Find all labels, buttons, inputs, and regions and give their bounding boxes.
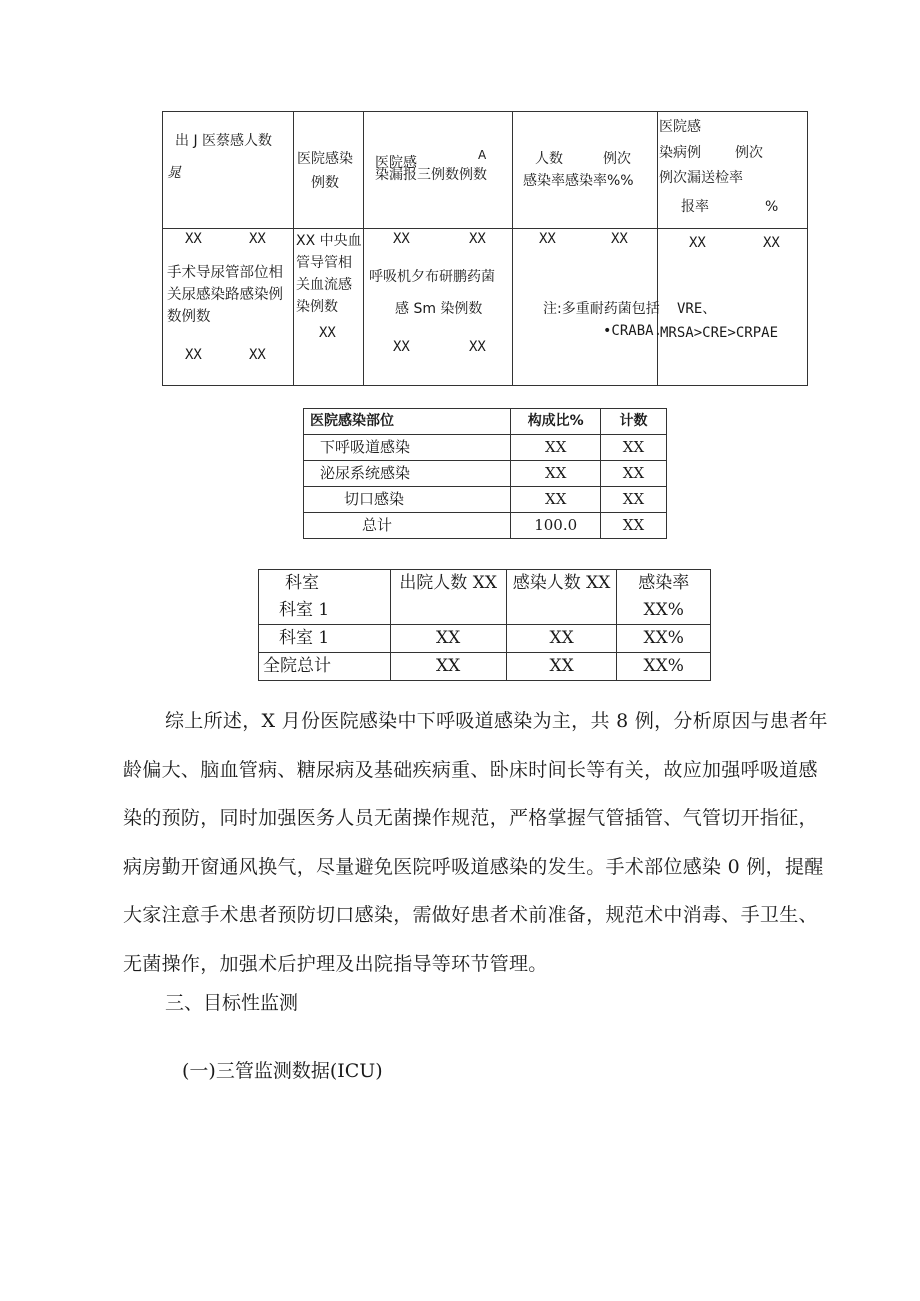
cell-rate: XX% — [617, 625, 711, 653]
cell-discharged: XX — [390, 653, 506, 681]
header-inspection-times: 例次 — [735, 145, 763, 161]
header-count: 计数 — [600, 409, 666, 435]
paragraph-line: 龄偏大、脑血管病、糖尿病及基础疾病重、卧床时间长等有关，故应加强呼吸道感 — [123, 758, 818, 781]
cell-value: XX — [185, 347, 202, 363]
cell-value: XX — [319, 325, 336, 341]
table-row — [304, 435, 667, 461]
cell-vap-label-2: 感 Sm 染例数 — [395, 301, 483, 317]
cell-discharged — [390, 597, 506, 625]
header-report-percent: % — [765, 199, 779, 215]
subsection-heading: (一)三管监测数据(ICU) — [182, 1060, 383, 1082]
table-row — [259, 597, 711, 625]
cell-department: 科室 1 — [259, 597, 391, 625]
header-missed-report-mark: A — [478, 148, 487, 162]
header-missed-report-cases: 染漏报三例数例数 — [375, 167, 487, 183]
cell-value: XX — [689, 235, 706, 251]
cell-count: XX — [600, 487, 666, 513]
header-infected: 感染人数 XX — [506, 570, 617, 598]
header-infection-cases-unit: 例数 — [311, 175, 339, 191]
cell-rate: XX% — [617, 653, 711, 681]
header-missed-report: 医院感 — [375, 155, 417, 171]
header-rate-persons: 人数 — [535, 151, 563, 167]
cell-proportion: XX — [511, 461, 601, 487]
cell-mdro-mrsa: MRSA>CRE>CRPAE — [660, 325, 779, 341]
header-rate-times: 例次 — [603, 151, 631, 167]
cell-infected — [506, 597, 617, 625]
cell-clabsi-label: XX 中央血管导管相关血流感染例数 — [296, 233, 362, 315]
cell-catheter-uti-label: 手术导尿管部位相关尿感染路感染例数例数 — [167, 265, 283, 325]
table-row — [259, 625, 711, 653]
table-row — [304, 461, 667, 487]
section-heading: 三、目标性监测 — [165, 992, 299, 1014]
header-inspection-cases: 染病例 — [659, 145, 701, 161]
cell-department: 科室 1 — [259, 625, 391, 653]
table-divider — [512, 112, 513, 385]
cell-mdro-note: 注:多重耐药菌包括 — [543, 301, 660, 317]
infection-summary-table — [162, 111, 808, 386]
cell-department: 全院总计 — [259, 653, 391, 681]
cell-value: XX — [469, 231, 486, 247]
cell-count: XX — [600, 513, 666, 539]
cell-mdro-crab: •CRABA. — [603, 323, 663, 339]
cell-site: 下呼吸道感染 — [304, 435, 511, 461]
cell-value: XX — [393, 231, 410, 247]
infection-site-table — [303, 408, 667, 539]
table-divider — [293, 112, 294, 385]
header-discharge-count: 出 J 医蔡感人数 — [175, 133, 273, 149]
cell-mdro-vre: VRE、 — [677, 301, 717, 317]
table-divider — [657, 112, 658, 385]
paragraph-line: 病房勤开窗通风换气，尽量避免医院呼吸道感染的发生。手术部位感染 0 例，提醒 — [123, 855, 824, 878]
cell-infected: XX — [506, 625, 617, 653]
table-row — [259, 653, 711, 681]
cell-vap-label: 呼吸机夕布研鹏药菌 — [369, 269, 495, 285]
cell-discharged: XX — [390, 625, 506, 653]
header-report-rate: 报率 — [681, 199, 709, 215]
cell-value: XX — [611, 231, 628, 247]
cell-proportion: XX — [511, 435, 601, 461]
cell-site: 总计 — [304, 513, 511, 539]
header-inspection-rate: 医院感 — [659, 119, 701, 135]
paragraph-line: 无菌操作，加强术后护理及出院指导等环节管理。 — [123, 952, 548, 975]
header-infection-rate: 感染率感染率%% — [523, 173, 634, 189]
header-infection-cases: 医院感染 — [297, 151, 353, 167]
table-header-row — [259, 570, 711, 598]
cell-count: XX — [600, 461, 666, 487]
table-row — [304, 487, 667, 513]
department-infection-table — [258, 569, 711, 681]
header-infection-rate: 感染率 — [617, 570, 711, 598]
header-site: 医院感染部位 — [304, 409, 511, 435]
paragraph-line: 大家注意手术患者预防切口感染，需做好患者术前准备，规范术中消毒、手卫生、 — [123, 904, 818, 926]
cell-proportion: 100.0 — [511, 513, 601, 539]
cell-value: XX — [539, 231, 556, 247]
cell-value: XX — [393, 339, 410, 355]
cell-value: XX — [763, 235, 780, 251]
header-department: 科室 — [259, 570, 391, 598]
header-discharged: 出院人数 XX — [390, 570, 506, 598]
cell-value: XX — [185, 231, 202, 247]
header-proportion: 构成比% — [511, 409, 601, 435]
header-missed-inspection: 例次漏送检率 — [659, 170, 743, 186]
cell-infected: XX — [506, 653, 617, 681]
cell-count: XX — [600, 435, 666, 461]
cell-site: 切口感染 — [304, 487, 511, 513]
cell-proportion: XX — [511, 487, 601, 513]
cell-rate: XX% — [617, 597, 711, 625]
summary-paragraph — [123, 697, 865, 988]
paragraph-line: 综上所述，X 月份医院感染中下呼吸道感染为主，共 8 例，分析原因与患者年 — [165, 710, 828, 732]
cell-value: XX — [249, 231, 266, 247]
cell-value: XX — [469, 339, 486, 355]
table-row — [304, 513, 667, 539]
cell-site: 泌尿系统感染 — [304, 461, 511, 487]
table-header-row — [304, 409, 667, 435]
header-discharge-count-extra: 晁 — [167, 165, 181, 181]
paragraph-line: 染的预防，同时加强医务人员无菌操作规范，严格掌握气管插管、气管切开指征， — [123, 807, 818, 829]
cell-value: XX — [249, 347, 266, 363]
